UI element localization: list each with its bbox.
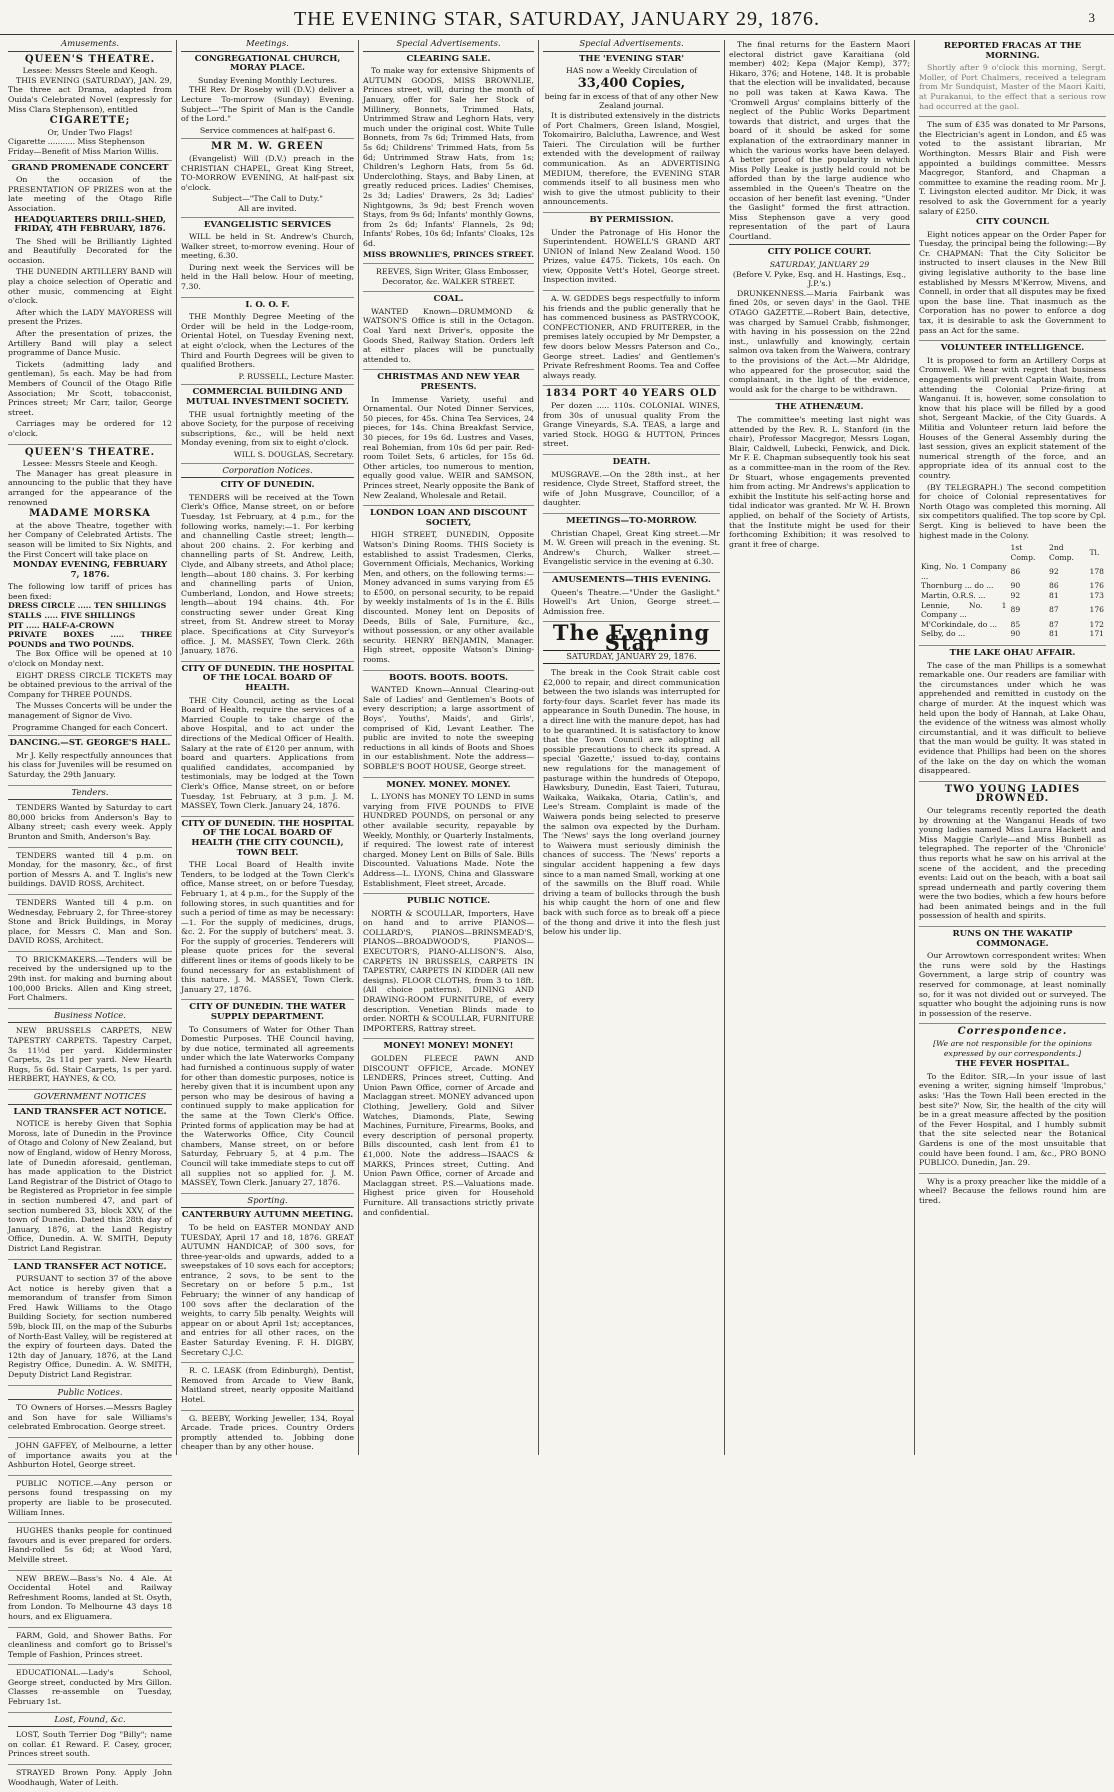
- section-heading: Business Notice.: [8, 1012, 172, 1024]
- sporting-notice: [181, 1211, 354, 1363]
- article-heading: REPORTED FRACAS AT THE MORNING.: [943, 41, 1082, 61]
- notice-line: Service commences at half-past 6.: [199, 125, 336, 135]
- corporation-notice: [181, 1003, 354, 1193]
- notice-heading: LAND TRANSFER ACT NOTICE.: [13, 1106, 167, 1117]
- article-body: Eight notices appear on the Order Paper for Tuesday, the principal being the following:—By Cr. CHAPMAN: That the City Solicitor be instructed to insert clauses in the New Bill giving legislative authority to the base line established by Messrs M'Kerrow, Mivens, and Connell, in order that all disputes may be fixed upon the base line. That inasmuch as the Corporation has no power to enforce a dog tax, it is desirable to ask the Government to pass an Act for the same.: [919, 229, 1106, 335]
- meeting-notice: [181, 142, 354, 217]
- table-cell: 81: [1049, 629, 1059, 639]
- table-cell: Martin, O.R.S. ...: [921, 591, 986, 601]
- ad-text: L. LYONS has MONEY TO LEND in sums varying from FIVE POUNDS to FIVE HUNDRED POUNDS, on personal or any other available security, repayable by Weekly, Monthly, or Quarterly Instalments, if required. The lowest rate of interest charged. Money Lent on Bills of Sale. Bills Discounted. Valuations Made. Note the Address—L. LYONS, China and Glassware Establishment, Fleet street, Arcade.: [363, 792, 534, 888]
- pastrycook-ad: [543, 294, 720, 386]
- ad-line: Programme Changed for each Concert.: [12, 722, 168, 732]
- column-3: [358, 40, 538, 1455]
- article-subheading: (Before V. Pyke, Esq. and H. Hastings, Esq., J.P.'s.): [732, 269, 907, 289]
- notice-heading: LAND TRANSFER ACT NOTICE.: [13, 1261, 167, 1272]
- notice-text: PURSUANT to section 37 of the above Act notice is hereby given that a memorandum of transfer from Simon Fred Hawk Williams to the Otago Building Society, for section numbered 59b, block III, on the map of the Suburbs of North-East Valley, will be registered at the expiry of fourteen days. Dated the 12th day of January, 1876, at the Land Registry Office, Dunedin. A. W. SMITH, Deputy District Land Registrar.: [8, 1274, 172, 1380]
- christmas-ad: [363, 373, 534, 506]
- table-cell: 87: [1049, 619, 1059, 629]
- letter-heading: THE FEVER HOSPITAL.: [955, 1059, 1070, 1070]
- ad-line: PRIVATE BOXES ..... THREE POUNDS and TWO POUNDS.: [8, 630, 172, 649]
- ad-line: Lessee: Messrs Steele and Keogh.: [22, 66, 158, 76]
- notice-text: LOST, South Terrier Dog "Billy"; name on collar. £1 Reward. F. Casey, grocer, Princes street south.: [8, 1730, 172, 1759]
- table-cell: 178: [1089, 567, 1104, 577]
- meeting-notice: [181, 388, 354, 463]
- tender-notice: [8, 803, 172, 847]
- ad-line: After which the LADY MAYORESS will present the Prizes.: [8, 307, 172, 327]
- ad-heading: THE 'EVENING STAR': [578, 53, 685, 64]
- ad-text: HIGH STREET, DUNEDIN, Opposite Watson's Dining Rooms. THIS Society is established to assist Tradesmen, Clerks, Government Officials, Mechanics, Working Men, and others, on the following terms:—Money advanced in sums varying from £5 to £500, on personal security, to be repaid by weekly instalments of 1s in the £. Bills discounted. Money lent on Deposits of Deeds, Bills of Sale, Furniture, &c., without possession, or any other available security. HENRY BENJAMIN, Manager. High street, opposite Watson's Dining-rooms.: [363, 530, 534, 665]
- ad-heading: GRAND PROMENADE CONCERT: [11, 162, 169, 173]
- column-5: [724, 40, 914, 1455]
- notice-heading: CANTERBURY AUTUMN MEETING.: [181, 1210, 354, 1221]
- news-paragraph: The final returns for the Eastern Maori electoral district gave Karaitiana (old member) 402; Kepa (Major Kemp), 377; Hikaro, 376; and Hotene, 148. It is probable that the election will be invalidated, because no poll was taken at Kawa Kawa. The 'Cromwell Argus' complains bitterly of the neglect of the Public Works Department towards that district, and urges that the board of it should be asked for some explanation of the extraordinary manner in which the various works have been delayed. A better proof of the popularity in which Miss Polly Leake is justly held could not be afforded than by the large audience who assembled in the Queen's Theatre on the occasion of her benefit last evening. "Under the Gaslight" formed the first attraction. Miss Stephenson gave a very good representation of the part of Laura Courtland.: [729, 40, 910, 241]
- table-cell: Selby, do ...: [921, 629, 966, 639]
- volunteer-intelligence: [919, 344, 1106, 646]
- ad-text: NORTH & SCOULLAR, Importers, Have on hand and to arrive PIANOS—COLLARD'S, PIANOS—BRINSMEAD'S, PIANOS—BROADWOOD'S, PIANOS—EXECUTOR'S, PIANO-ALLISON'S. Also, CARPETS IN BRUSSELS, CARPETS IN TAPESTRY, CARPETS IN KIDDER (All new designs). FLOOR CLOTHS, from 3 to 18ft. (All choice patterns). DINING AND DRAWING-ROOM FURNITURE, of every description. Venetian Blinds made to order. NORTH & SCOULLAR, FURNITURE IMPORTERS, Rattray street.: [363, 908, 534, 1033]
- article-heading: THE LAKE OHAU AFFAIR.: [949, 648, 1076, 659]
- ad-block: [8, 55, 172, 161]
- notice-heading: CONGREGATIONAL CHURCH, MORAY PLACE.: [194, 53, 341, 74]
- ad-heading: DANCING.—ST. GEORGE'S HALL.: [9, 738, 171, 749]
- notice-text: STRAYED Brown Pony. Apply John Woodhaugh, Water of Leith.: [8, 1768, 172, 1787]
- ad-line: at the above Theatre, together with her Company of Celebrated Artists. The season will be limited to Six Nights, and the First Concert will take place on: [8, 520, 172, 559]
- corporation-notice: [181, 481, 354, 662]
- business-notice: [8, 1026, 172, 1090]
- boots-ad: [363, 674, 534, 778]
- ad-line: The Manager has great pleasure in announcing to the public that they have arranged for the appearance of the renowned: [8, 468, 172, 507]
- notice-text: TENDERS Wanted by Saturday to cart 80,000 bricks from Anderson's Bay to Albany street; cash every week. Apply Brunton and Smith, Anderson's Bay.: [8, 803, 172, 841]
- notice-heading: CITY OF DUNEDIN. THE WATER SUPPLY DEPARTMENT.: [189, 1002, 346, 1023]
- notice-text: HUGHES thanks people for continued favours and is ever prepared for orders. Hand-rolled 5s 6d; at Wood Yard, Melville street.: [8, 1526, 172, 1564]
- wine-ad: [543, 389, 720, 455]
- meeting-notice: [181, 301, 354, 386]
- meeting-notice: [181, 221, 354, 298]
- ad-line: Or, Under Two Flags!: [47, 127, 133, 137]
- section-heading: Amusements.: [8, 40, 172, 52]
- city-council: [919, 218, 1106, 341]
- ad-text: To make way for extensive Shipments of AUTUMN GOODS, MISS BROWNLIE, Princes street, will, during the month of January, offer for Sale her Stock of Millinery, Bonnets, Trimmed Hats, Untrimmed Straw and Leghorn Hats, very much under the original cost. White Tulle Bonnets, from 7s 6d; Trimmed Hats, from 5s 6d; Childrens' Trimmed Hats, from 5s 6d; Untrimmed Straw Hats, from 1s; Children's Leghorn Hats, from 5s 6d. Underclothing, Stays, and Baby Linen, at greatly reduced prices. Ladies' Chemises, 2s 3d; Ladies' Drawers, 2s 3d; Ladies' Nightgowns, 3s 9d; best French woven Stays, from 9s 6d; Infants' monthly Gowns, from 2s 6d; Infants' Flannels, 2s 9d; Infants' Robes, 10s 6d; Infants' Cloaks, 12s 6d.: [363, 66, 534, 248]
- ad-heading: 1834 PORT 40 YEARS OLD: [545, 388, 718, 400]
- ad-line: DRESS CIRCLE ..... TEN SHILLINGS: [8, 601, 167, 611]
- table-cell: 86: [1010, 567, 1021, 577]
- article-body: Our Arrowtown correspondent writes: When the runs were sold by the Hastings Government, a large strip of country was reserved for commonage, at least nominally so, for it was not divided out or surveyed. The squatter who bought the adjoining runs is now in possession of the reserve.: [919, 951, 1106, 1018]
- section-heading: Sporting.: [181, 1197, 354, 1209]
- notice-heading: EVANGELISTIC SERVICES: [203, 219, 332, 230]
- notice-text: NEW BRUSSELS CARPETS, NEW TAPESTRY CARPETS. Tapestry Carpet, 3s 11½d per yard. Kidderminster Carpets, 2s 11d per yard. New Hearth Rugs, 5s 6d. Stair Carpets, 1s per yard. HERBERT, HAYNES, & CO.: [8, 1026, 172, 1084]
- notice-line: P. RUSSELL, Lecture Master.: [238, 371, 354, 381]
- column-6: [914, 40, 1110, 1455]
- column-2: [176, 40, 358, 1455]
- news-paragraph: The sum of £35 was donated to Mr Parsons, the Electrician's agent in London, and £5 was voted to the assistant librarian, Mr Worthington. Messrs Blair and Fish were appointed a buildings committee. Messrs Macgregor, Stanford, and Chapman a committee to examine the reading room. Mr J. T. Livingston elected auditor. Mr Dick, it was resolved to ask the Government for a yearly salary of £250.: [919, 120, 1106, 216]
- art-union-ad: [543, 216, 720, 291]
- column-4: [538, 40, 724, 1455]
- section-heading: Corporation Notices.: [181, 467, 354, 479]
- notice-heading: I. O. O. F.: [245, 299, 290, 310]
- ad-line: After the presentation of prizes, the Artillery Band will play a select programme of Dance Music.: [8, 329, 172, 358]
- ad-line: Mr J. Kelly respectfully announces that his class for Juveniles will be resumed on Saturday, the 29th January.: [8, 750, 172, 779]
- article-heading: THE ATHENÆUM.: [775, 402, 864, 413]
- notice-line: WILL be held in St. Andrew's Church, Walker street, to-morrow evening. Hour of meeting, 6.30.: [181, 232, 354, 261]
- table-cell: King, No. 1 Company ...: [921, 562, 1007, 581]
- notice-heading: DEATH.: [612, 456, 651, 467]
- ad-block: [8, 164, 172, 445]
- ad-line: CIGARETTE;: [49, 115, 131, 127]
- notice-text: Queen's Theatre.—"Under the Gaslight." Howell's Art Union, George street.—Admission free.: [543, 587, 720, 616]
- notice-text: THE Local Board of Health invite Tenders, to be lodged at the Town Clerk's office, Manse street, on or before Tuesday, February 1, at 4 p.m., for the Supply of the following stores, in such quantities and for such a period of time as may be necessary:—1. For the supply of medicines, drugs, &c. 2. For the supply of butchers' meat. 3. For the supply of groceries. Tenderers will please quote prices for the several different lines or items of goods likely to be found necessary for an establishment of this nature. J. M. MASSEY, Town Clerk. January 27, 1876.: [181, 860, 354, 994]
- notice-text: To Consumers of Water for Other Than Domestic Purposes. THE Council having, by due notice, terminated all agreements under which the late Waterworks Company had furnished a continuous supply of water for other than domestic purposes, notice is hereby given that it is incumbent upon any person who may be desirous of having a continued supply to make application for the same at the Town Clerk's Office. Printed forms of application may be had at the Waterworks Office, City Council chambers, Manse street, on or before Saturday, February 5, at 4 p.m. The Council will take immediate steps to cut off all supplies not so applied for. J. M. MASSEY, Town Clerk. January 27, 1876.: [181, 1024, 354, 1188]
- article-heading: CITY COUNCIL: [976, 217, 1049, 228]
- section-heading: GOVERNMENT NOTICES: [8, 1093, 172, 1105]
- amusements-tonight: [543, 576, 720, 622]
- public-notice: [8, 1526, 172, 1570]
- notice-text: NOTICE is hereby Given that Sophia Moross, late of Dunedin in the Province of Otago and Colony of New Zealand, but now of England, widow of Henry Moross, late of Dunedin aforesaid, gentleman, has made application to the District Land Registrar of the District of Otago to be Registered as Proprietor in fee simple in section numbered 47, and part of section numbered 33, block XXV, of the town of Dunedin. Dated this 28th day of January, 1876, at the Land Registry Office, Dunedin. A. W. SMITH, Deputy District Land Registrar.: [8, 1119, 172, 1253]
- ad-line: THE DUNEDIN ARTILLERY BAND will play a choice selection of Operatic and other music, commencing at Eight o'clock.: [8, 267, 172, 306]
- letter-body: To the Editor. SIR,—In your issue of last evening a writer, signing himself 'Improbus,' asks: 'Has the Town Hall been erected in the best site?' Now, Sir, the health of the city will be in a great measure affected by the position of the Fever Hospital, and I humbly submit that the site selected near the Botanical Gardens is one of the most unsuitable that could have been found. I am, &c., PRO BONO PUBLICO. Dunedin, Jan. 29.: [919, 1071, 1106, 1168]
- notice-line: Subject—"The Call to Duty.": [212, 194, 323, 204]
- ad-line: Carriages may be ordered for 12 o'clock.: [8, 419, 172, 438]
- table-cell: 171: [1089, 629, 1104, 639]
- ad-text: being far in excess of that of any other New Zealand journal.: [544, 91, 719, 111]
- notice-text: PUBLIC NOTICE.—Any person or persons found trespassing on my property are liable to be prosecuted. William Innes.: [8, 1478, 172, 1517]
- article-body: Shortly after 9 o'clock this morning, Sergt. Moller, of Port Chalmers, received a telegram from Mr Sundquist, Master of the Maori Kaiti, at Purakanui, to the effect that a serious row had occurred at the gaol.: [919, 63, 1106, 111]
- table-cell: 90: [1010, 581, 1021, 591]
- ad-text: GOLDEN FLEECE PAWN AND DISCOUNT OFFICE, Arcade. MONEY LENDERS, Princes street, Cutting. And Union Pawn Office, corner of Arcade and Maclaggan street. MONEY advanced upon Clothing, Jewellery, Gold and Silver Watches, Diamonds, Plate, Sewing Machines, Furniture, Firearms, Books, and every description of personal property. Bills discounted, cash lent from £1 to £1,000. Note the address—ISAACS & MARKS, Princes street, Cutting. And Union Pawn Office, corner of Arcade and Maclaggan street. P.S.—Valuations made. Highest price given for Household Furniture. All transactions strictly private and confidential.: [363, 1054, 534, 1217]
- dentist-ad: [181, 1366, 354, 1410]
- notice-heading: CITY OF DUNEDIN. THE HOSPITAL OF THE LOCAL BOARD OF HEALTH.: [181, 663, 354, 694]
- tender-notice: [8, 898, 172, 952]
- ad-line: MADAME MORSKA: [29, 508, 151, 520]
- table-cell: 176: [1089, 581, 1104, 591]
- notice-text: TENDERS will be received at the Town Clerk's Office, Manse street, on or before Tuesday, 1st February, at 4 p.m., for the following works, namely:—1. For kerbing and channelling Castle street; length—about 200 chains. 2. For kerbing and channelling parts of St. Andrew, Leith, Clyde, and Albany streets, and Athol place; length—about 180 chains. 3. For kerbing and channelling parts of Union, Cumberland, London, and Howe streets; length—about 194 chains. 4th. For constructing sewer under Great King street, from St. Andrew street to Moray place. Specifications at City Surveyor's office. J. M. MASSEY, Town Clerk. 26th January, 1876.: [181, 492, 354, 656]
- notice-text: NEW BREW.—Bass's No. 4 Ale. At Occidental Hotel and Railway Refreshment Rooms, landed at St. Osyth, from London. To Melbourne 43 days 18 hours, and ex Eliguamera.: [8, 1573, 172, 1621]
- news-paragraph: Why is a proxy preacher like the middle of a wheel? Because the fellows round him are tired.: [919, 1176, 1106, 1205]
- column-1: [4, 39, 176, 1787]
- editor-note: [We are not responsible for the opinions expressed by our correspondents.]: [933, 1039, 1092, 1058]
- ad-heading: QUEEN'S THEATRE.: [24, 446, 156, 458]
- ad-text: Per dozen ..... 110s. COLONIAL WINES, from 30s of unusual quality From the Grange Vineyards, S.A. TEAS, a large and varied Stock. HOGG & HUTTON, Princes street.: [543, 401, 720, 449]
- ad-heading: LONDON LOAN AND DISCOUNT SOCIETY,: [370, 508, 527, 528]
- section-heading: Special Advertisements.: [363, 40, 534, 52]
- article-heading: CITY POLICE COURT.: [767, 247, 872, 258]
- ad-text: REEVES, Sign Writer, Glass Embosser, Decorator, &c. WALKER STREET.: [376, 267, 529, 286]
- table-row: [919, 562, 1106, 581]
- ad-line: The Box Office will be opened at 10 o'clock on Monday next.: [8, 649, 172, 669]
- notice-line: THE Monthly Degree Meeting of the Order will be held in the Lodge-room, Oriental Hotel, on Tuesday Evening next, at eight o'clock, when the Lectures of the Third and Fourth Degrees will be given to qualified Brothers.: [181, 312, 354, 370]
- circulation-figure: 33,400 Copies,: [577, 75, 686, 91]
- notice-heading: AMUSEMENTS—THIS EVENING.: [552, 574, 711, 585]
- corporation-notice: [181, 820, 354, 1001]
- paper-date: SATURDAY, JANUARY 29, 1876.: [543, 650, 720, 664]
- notice-line: THE Rev. Dr Roseby will (D.V.) deliver a Lecture To-morrow (Sunday) Evening. Subject—"The Spirit of Man is the Candle of the Lord.": [181, 85, 354, 124]
- public-notice: [8, 1441, 172, 1476]
- ad-heading: MONEY. MONEY. MONEY.: [386, 779, 511, 790]
- ad-line: The Musses Concerts will be under the management of Signor de Vivo.: [8, 701, 172, 720]
- article-body: (BY TELEGRAPH.) The second competition for choice of Colonial representatives for North Otago was completed this morning. All six competitors qualified. The top score by Cpl. Sergt. King is believed to have been the highest made in the Colony.: [919, 482, 1106, 540]
- gov-notice: [8, 1263, 172, 1386]
- money-ad: [363, 781, 534, 895]
- sign-writer-ad: [363, 267, 534, 292]
- meeting-notice: [181, 55, 354, 140]
- notice-text: TO BRICKMAKERS.—Tenders will be received by the undersigned up to the 29th inst. for making and burning about 100,000 Bricks. Allen and King street, Fort Chalmers.: [8, 954, 172, 1003]
- table-row: [919, 620, 1106, 630]
- ad-line: Cigarette ........... Miss Stephenson: [8, 137, 145, 147]
- ad-signature: MISS BROWNLIE'S, PRINCES STREET.: [363, 250, 534, 260]
- table-cell: 87: [1049, 605, 1059, 615]
- ad-heading: COAL.: [433, 294, 464, 305]
- death-notice: [543, 458, 720, 514]
- table-cell: 172: [1089, 619, 1104, 629]
- table-cell: 92: [1010, 591, 1021, 601]
- circulation-box: [543, 55, 720, 213]
- coal-ad: [363, 295, 534, 370]
- divider: [729, 244, 910, 245]
- correspondence: [919, 1027, 1106, 1173]
- article-body: The case of the man Phillips is a somewhat remarkable one. Our readers are familiar with the circumstances under which he was apprehended and remitted in custody on the charge of murder. At the inquest which was held upon the body of Hannah, at Lake Ohau, the evidence of the witness was almost wholly circumstantial, and it was difficult to believe that the man would be guilty. It was stated in evidence that Phillips had been on the shores of the lake on the day on which the woman disappeared.: [919, 660, 1106, 776]
- notice-heading: MEETINGS—TO-MORROW.: [566, 515, 697, 526]
- tender-notice: [8, 851, 172, 895]
- lost-notice: [8, 1730, 172, 1765]
- ad-line: HEADQUARTERS DRILL-SHED, FRIDAY, 4TH FEBRUARY, 1876.: [14, 214, 166, 235]
- table-header: Tl.: [1089, 547, 1100, 557]
- table-cell: 81: [1049, 591, 1059, 601]
- lake-ohau-affair: [919, 649, 1106, 782]
- ad-text: WANTED Known—Annual Clearing-out Sale of Ladies' and Gentlemen's Boots of every description; a large assortment of Boys', Youths', Maids', and Girls', comprised of Kid, Levant Leather. The public are invited to note the sweeping reductions in all kinds of Boots and Shoes in our establishment. Note the address—SOBBLE'S BOOT HOUSE, George street.: [363, 685, 534, 771]
- ad-heading: QUEEN'S THEATRE.: [24, 53, 156, 65]
- ad-line: On the occasion of the PRESENTATION OF PRIZES won at the late meeting of the Otago Rifle Association.: [8, 175, 172, 213]
- meetings-tomorrow: [543, 517, 720, 573]
- ad-heading: BY PERMISSION.: [589, 214, 674, 225]
- table-header: 1st Comp.: [1010, 543, 1036, 562]
- ad-heading: BOOTS. BOOTS. BOOTS.: [388, 672, 509, 683]
- ad-line: STALLS ..... FIVE SHILLINGS: [8, 611, 136, 621]
- section-heading: Tenders.: [8, 789, 172, 801]
- clearing-sale-ad: [363, 55, 534, 264]
- piano-ad: [363, 897, 534, 1039]
- masthead-title: THE EVENING STAR, SATURDAY, JANUARY 29, 1876.: [293, 8, 821, 30]
- gov-notice: [8, 1108, 172, 1260]
- notice-line: WILL S. DOUGLAS, Secretary.: [233, 449, 354, 459]
- ad-line: Lessee: Messrs Steele and Keogh.: [22, 459, 158, 469]
- article-body: The committee's meeting last night was attended by the Rev. R. L. Stanford (in the chair), Professor Macgregor, Messrs Logan, Blair, Caldwell, Lubecki, Fenwick, and Dick. Mr F. E. Chapman subsequently took his seat as a committee-man in the room of the Rev. Dr Stuart, whose engagements prevented him from acting. Mr Andrews's application to exhibit the Institute his self-acting horse and tidal indicator was granted. Mr W. H. Brown applied, on behalf of the Society of Artists, that the Institute might be used for their forthcoming Exhibition; it was resolved to grant it free of charge.: [729, 414, 910, 549]
- notice-text: TENDERS wanted till 4 p.m. on Monday, for the masonry, &c., of first portion of Messrs A. and T. Inglis's new buildings. DAVID ROSS, Architect.: [8, 850, 172, 889]
- ad-line: PIT ..... HALF-A-CROWN: [8, 620, 115, 630]
- table-row: [919, 601, 1106, 620]
- table-cell: 173: [1089, 591, 1104, 601]
- score-table: [919, 543, 1106, 639]
- article-subheading: SATURDAY, JANUARY 29: [769, 260, 870, 270]
- notice-text: MUSGRAVE.—On the 28th inst., at her residence, Clyde Street, Stafford street, the wife of John Musgrave, Councillor, of a daughter.: [543, 469, 720, 508]
- notice-text: TO Owners of Horses.—Messrs Bagley and Son have for sale Williams's celebrated Embrocation. George street.: [8, 1403, 172, 1432]
- section-heading: Correspondence.: [957, 1026, 1068, 1038]
- section-heading: Lost, Found, &c.: [8, 1716, 172, 1728]
- notice-heading: CITY OF DUNEDIN.: [220, 480, 315, 491]
- ad-heading: MONEY! MONEY! MONEY!: [383, 1041, 514, 1052]
- table-row: [919, 629, 1106, 639]
- public-notice: [8, 1479, 172, 1523]
- section-heading: Public Notices.: [8, 1389, 172, 1401]
- ad-block: [8, 448, 172, 737]
- article-heading: TWO YOUNG LADIES DROWNED.: [944, 783, 1081, 805]
- table-cell: 90: [1010, 629, 1021, 639]
- notice-text: R. C. LEASK (from Edinburgh), Dentist, Removed from Arcade to View Bank, Maitland street, nearly opposite Maitland Hotel.: [181, 1366, 354, 1404]
- table-header: [919, 543, 1009, 562]
- ad-block: [8, 739, 172, 785]
- ad-text: A. W. GEDDES begs respectfully to inform his friends and the public generally that he has commenced business as PASTRYCOOK, CONFECTIONER, AND FRUITERER, in the premises lately occupied by Mr Dempster, a few doors below Messrs Paterson and Co., George street. Ladies' and Gentlemen's Private Refreshment Rooms. Tea and Coffee always ready.: [543, 294, 720, 380]
- table-header-row: [919, 543, 1106, 562]
- notice-heading: CITY OF DUNEDIN. THE HOSPITAL OF THE LOCAL BOARD OF HEALTH (THE CITY COUNCIL), TOWN BELT.: [181, 818, 354, 858]
- notice-text: THE City Council, acting as the Local Board of Health, require the services of a Married Couple to take charge of the above Hospital, and to act under the directions of the Medical Officer of Health. Salary at the rate of £120 per annum, with board and quarters. Applications from qualified candidates, accompanied by testimonials, may be lodged at the Town Clerk's Office, Manse street, on or before Tuesday, 1st February, at 3 p.m. J. M. MASSEY, Town Clerk. January 24, 1876.: [181, 695, 354, 811]
- ad-heading: CHRISTMAS AND NEW YEAR PRESENTS.: [377, 372, 520, 392]
- table-cell: M'Corkindale, do ...: [921, 619, 998, 629]
- public-notice: [8, 1574, 172, 1628]
- ad-text: It is distributed extensively in the districts of Port Chalmers, Green Island, Mosgiel, Tokomairiro, Balclutha, Lawrence, and West Taieri. The Circulation will be further extended with the development of railway communication. As an ADVERTISING MEDIUM, therefore, the EVENING STAR commends itself to all business men who wish to give the utmost publicity to their announcements.: [543, 110, 720, 207]
- table-cell: Lennie, No. 1 Company ...: [921, 600, 1007, 620]
- table-header: 2nd Comp.: [1049, 543, 1074, 562]
- wakatip-commonage: [919, 930, 1106, 1024]
- page-number: 3: [1088, 10, 1096, 25]
- notice-heading: COMMERCIAL BUILDING AND MUTUAL INVESTMENT SOCIETY.: [186, 387, 349, 407]
- ad-line: Friday—Benefit of Miss Marion Willis.: [8, 146, 159, 156]
- jeweller-ad: [181, 1414, 354, 1457]
- article-heading: VOLUNTEER INTELLIGENCE.: [940, 343, 1085, 354]
- pawn-ad: [363, 1042, 534, 1222]
- ad-line: The following low tariff of prices has been fixed:: [8, 582, 172, 601]
- article-body: It is proposed to form an Artillery Corps at Cromwell. We hear with regret that business engagements will prevent Captain Waite, from attending the Colonial Prize-firing at Wanganui. It is, however, some consolation to know that his place will be filled by a good shot, Sergeant Mackie, of the City Guards. A Militia and Volunteer return laid before the Houses of the General Assembly during the last session, gives an explicit statement of the numerical strength of the force, and an appropriate idea of its annual cost to the country.: [919, 355, 1106, 480]
- notice-line: (Evangelist) Will (D.V.) preach in the CHRISTIAN CHAPEL, Great King Street, TO-MORROW EVENING, At half-past six o'clock.: [181, 153, 354, 192]
- article-body: Our telegrams recently reported the death by drowning at the Wanganui Heads of two young ladies named Miss Laura Hackett and Miss Maggie Carlyle—and Miss Bunbell as telegraphed. The reporter of the 'Chronicle' thus reports what he saw on his arrival at the scene of the accident, and the preceding events: Laid out on the beach, with a boat sail spread underneath and partly covering them were the two bodies, which a few hours before had been animated beings and in the full possession of health and spirits.: [919, 805, 1106, 921]
- section-heading: Meetings.: [181, 40, 354, 52]
- table-row: [919, 591, 1106, 601]
- article-body: DRUNKENNESS.—Maria Fairbank was fined 20s, or seven days' in the Gaol. THE OTAGO GAZETTE.—Robert Bain, detective, was charged by Samuel Crabb, fishmonger, with having in his possession on the 22nd inst., unlawfully and knowingly, certain salmon ova taken from the Waiwera, contrary to the provisions of the Act.—Mr Aldridge, who appeared for the prosecutor, said the complainant, in the light of the evidence, would ask for the charge to be withdrawn.: [729, 288, 910, 394]
- corporation-notice: [181, 665, 354, 817]
- ad-text: WANTED Known—DRUMMOND & WATSON'S Office is still in the Octagon. Coal Yard next Driver's, opposite the Goods Shed, Railway Station. Orders left at either places will be punctually attended to.: [363, 306, 534, 364]
- public-notice: [8, 1668, 172, 1712]
- notice-text: G. BEEBY, Working Jeweller, 134, Royal Arcade. Trade prices. Country Orders promptly attended to. Jobbing done cheaper than by any other house.: [181, 1413, 354, 1452]
- notice-line: Sunday Evening Monthly Lectures.: [198, 75, 337, 85]
- lost-notice: [8, 1768, 172, 1792]
- drowning-report: [919, 785, 1106, 927]
- table-cell: 85: [1010, 619, 1021, 629]
- notice-text: Christian Chapel, Great King street.—Mr M. W. Green will preach in the evening. St. Andrew's Church, Walker street.—Evangelistic service in the evening at 6.30.: [543, 528, 720, 567]
- leader-article: The break in the Cook Strait cable cost £2,000 to repair, and direct communication between the two islands was interrupted for forty-four days. Scarlet fever has made its appearance in South Dunedin. The house, in a direct line with the manure depot, has had to be quarantined. It is satisfactory to know that the Town Council are adopting all possible precautions to check its spread. A special 'Gazette,' issued to-day, contains new regulations for the management of pasturage within the hundreds of Otepopo, Hawksbury, Dunedin, East Taieri, Tuturau, Waikaka, Waikaka, Otaria, Catlin's, and Lee's Stream. Complaint is made of the Waiwera ponds being selected to preserve the salmon ova expected by the Durham. The 'News' says the long overland journey to Waiwera must seriously diminish the chances of success. The 'News' reports a singular accident happening a few days since to a man named Small, working at one of the sawmills on the Bluff road. While driving a team of bullocks through the bush his whip caught the horn of one and flew back with such force as to break off a piece of the thong and drive it into the flesh just below his under lip.: [543, 668, 720, 937]
- ad-text: In Immense Variety, useful and Ornamental. Our Noted Dinner Services, 50 pieces, for 45s. China Tea Services, 24 pieces, for 14s. China Breakfast Service, 30 pieces, for 19s 6d. Lustres and Vases, real Bohemian, from 10s 6d per pair. Red-room Toilet Sets, 6 articles, for 15s 6d. Other articles, too numerous to mention, equally good value. WEIR and SAMSON, Princes street, Nearly opposite the Bank of New Zealand, Wholesale and Retail.: [363, 394, 534, 500]
- notice-line: During next week the Services will be held in the Hall below. Hour of meeting, 7.30.: [181, 262, 354, 292]
- public-notice: [8, 1403, 172, 1438]
- ad-text: Under the Patronage of His Honor the Superintendent. HOWELL'S GRAND ART UNION of Inland New Zealand Wood. 150 Prizes, value £475. Tickets, 10s each. On view, Opposite Vett's Hotel, George street. Inspection invited.: [543, 227, 720, 285]
- paper-nameplate: The Evening Star: [552, 620, 711, 655]
- ad-line: The Shed will be Brilliantly Lighted and Beautifully Decorated for the occasion.: [8, 236, 172, 265]
- notice-line: All are invited.: [238, 203, 297, 213]
- ad-line: THIS EVENING (SATURDAY), JAN. 29, The three act Drama, adapted from Ouida's Celebrated Novel (expressly for Miss Clara Stephenson), entitled: [8, 75, 172, 114]
- ad-heading: PUBLIC NOTICE.: [406, 896, 491, 907]
- table-cell: 176: [1089, 605, 1104, 615]
- ad-line: MONDAY EVENING, FEBRUARY 7, 1876.: [12, 560, 168, 580]
- public-notice: [8, 1631, 172, 1666]
- police-court: [729, 248, 910, 400]
- table-cell: 92: [1049, 567, 1059, 577]
- table-row: [919, 581, 1106, 591]
- table-cell: Thornburg ... do ...: [921, 581, 994, 591]
- notice-text: FARM, Gold, and Shower Baths. For cleanliness and comfort go to Brissel's Temple of Fashion, Princes street.: [8, 1630, 172, 1659]
- tender-notice: [8, 955, 172, 1009]
- ad-text: HAS now a Weekly Circulation of: [565, 66, 698, 76]
- notice-line: THE usual fortnightly meeting of the above Society, for the purpose of receiving subscriptions, &c., will be held next Monday evening, from six to eight o'clock.: [181, 409, 354, 448]
- notice-text: JOHN GAFFEY, of Melbourne, a letter of importance awaits you at the Ashburton Hotel, George street.: [8, 1441, 172, 1470]
- article-heading: RUNS ON THE WAKATIP COMMONAGE.: [952, 929, 1073, 949]
- notice-text: TENDERS Wanted till 4 p.m. on Wednesday, February 2, for Three-storey Stone and Brick Buildings, in Moray place, for Messrs C. Man and Son. DAVID ROSS, Architect.: [8, 897, 172, 946]
- notice-heading: MR M. W. GREEN: [211, 141, 324, 153]
- ad-heading: CLEARING SALE.: [406, 53, 491, 64]
- table-cell: 89: [1010, 605, 1021, 615]
- reported-fracas: [919, 42, 1106, 117]
- loan-ad: [363, 509, 534, 671]
- ad-line: Tickets (admitting lady and gentleman), 5s each. May be had from Members of Council of the Otago Rifle Association; Mr Scott, tobacconist, Princes street; Mr Carr, tailor, George street.: [8, 359, 172, 417]
- athenaeum-report: [729, 403, 910, 554]
- notice-text: To be held on EASTER MONDAY AND TUESDAY, April 17 and 18, 1876. GREAT AUTUMN HANDICAP, of 300 sovs, for three-year-olds and upwards, added to a sweepstakes of 10 sovs each for acceptors; entrance, 2 sovs, to be sent to the Secretary on or before 5 p.m., 1st February; the winner of any handicap of 100 sovs after the declaration of the weights, to carry 5lb penalty. Weights will appear on or about April 1st; acceptances, and entries for all other races, on the Easter Saturday Evening. F. H. DIGBY, Secretary C.J.C.: [181, 1222, 354, 1357]
- ad-line: EIGHT DRESS CIRCLE TICKETS may be obtained previous to the arrival of the Company for THREE POUNDS.: [8, 670, 172, 699]
- notice-text: EDUCATIONAL.—Lady's School, George street, conducted by Mrs Gillon. Classes re-assemble on Tuesday, February 1st.: [8, 1668, 172, 1707]
- masthead: [0, 8, 1114, 35]
- table-cell: 86: [1049, 581, 1059, 591]
- section-heading: Special Advertisements.: [543, 40, 720, 52]
